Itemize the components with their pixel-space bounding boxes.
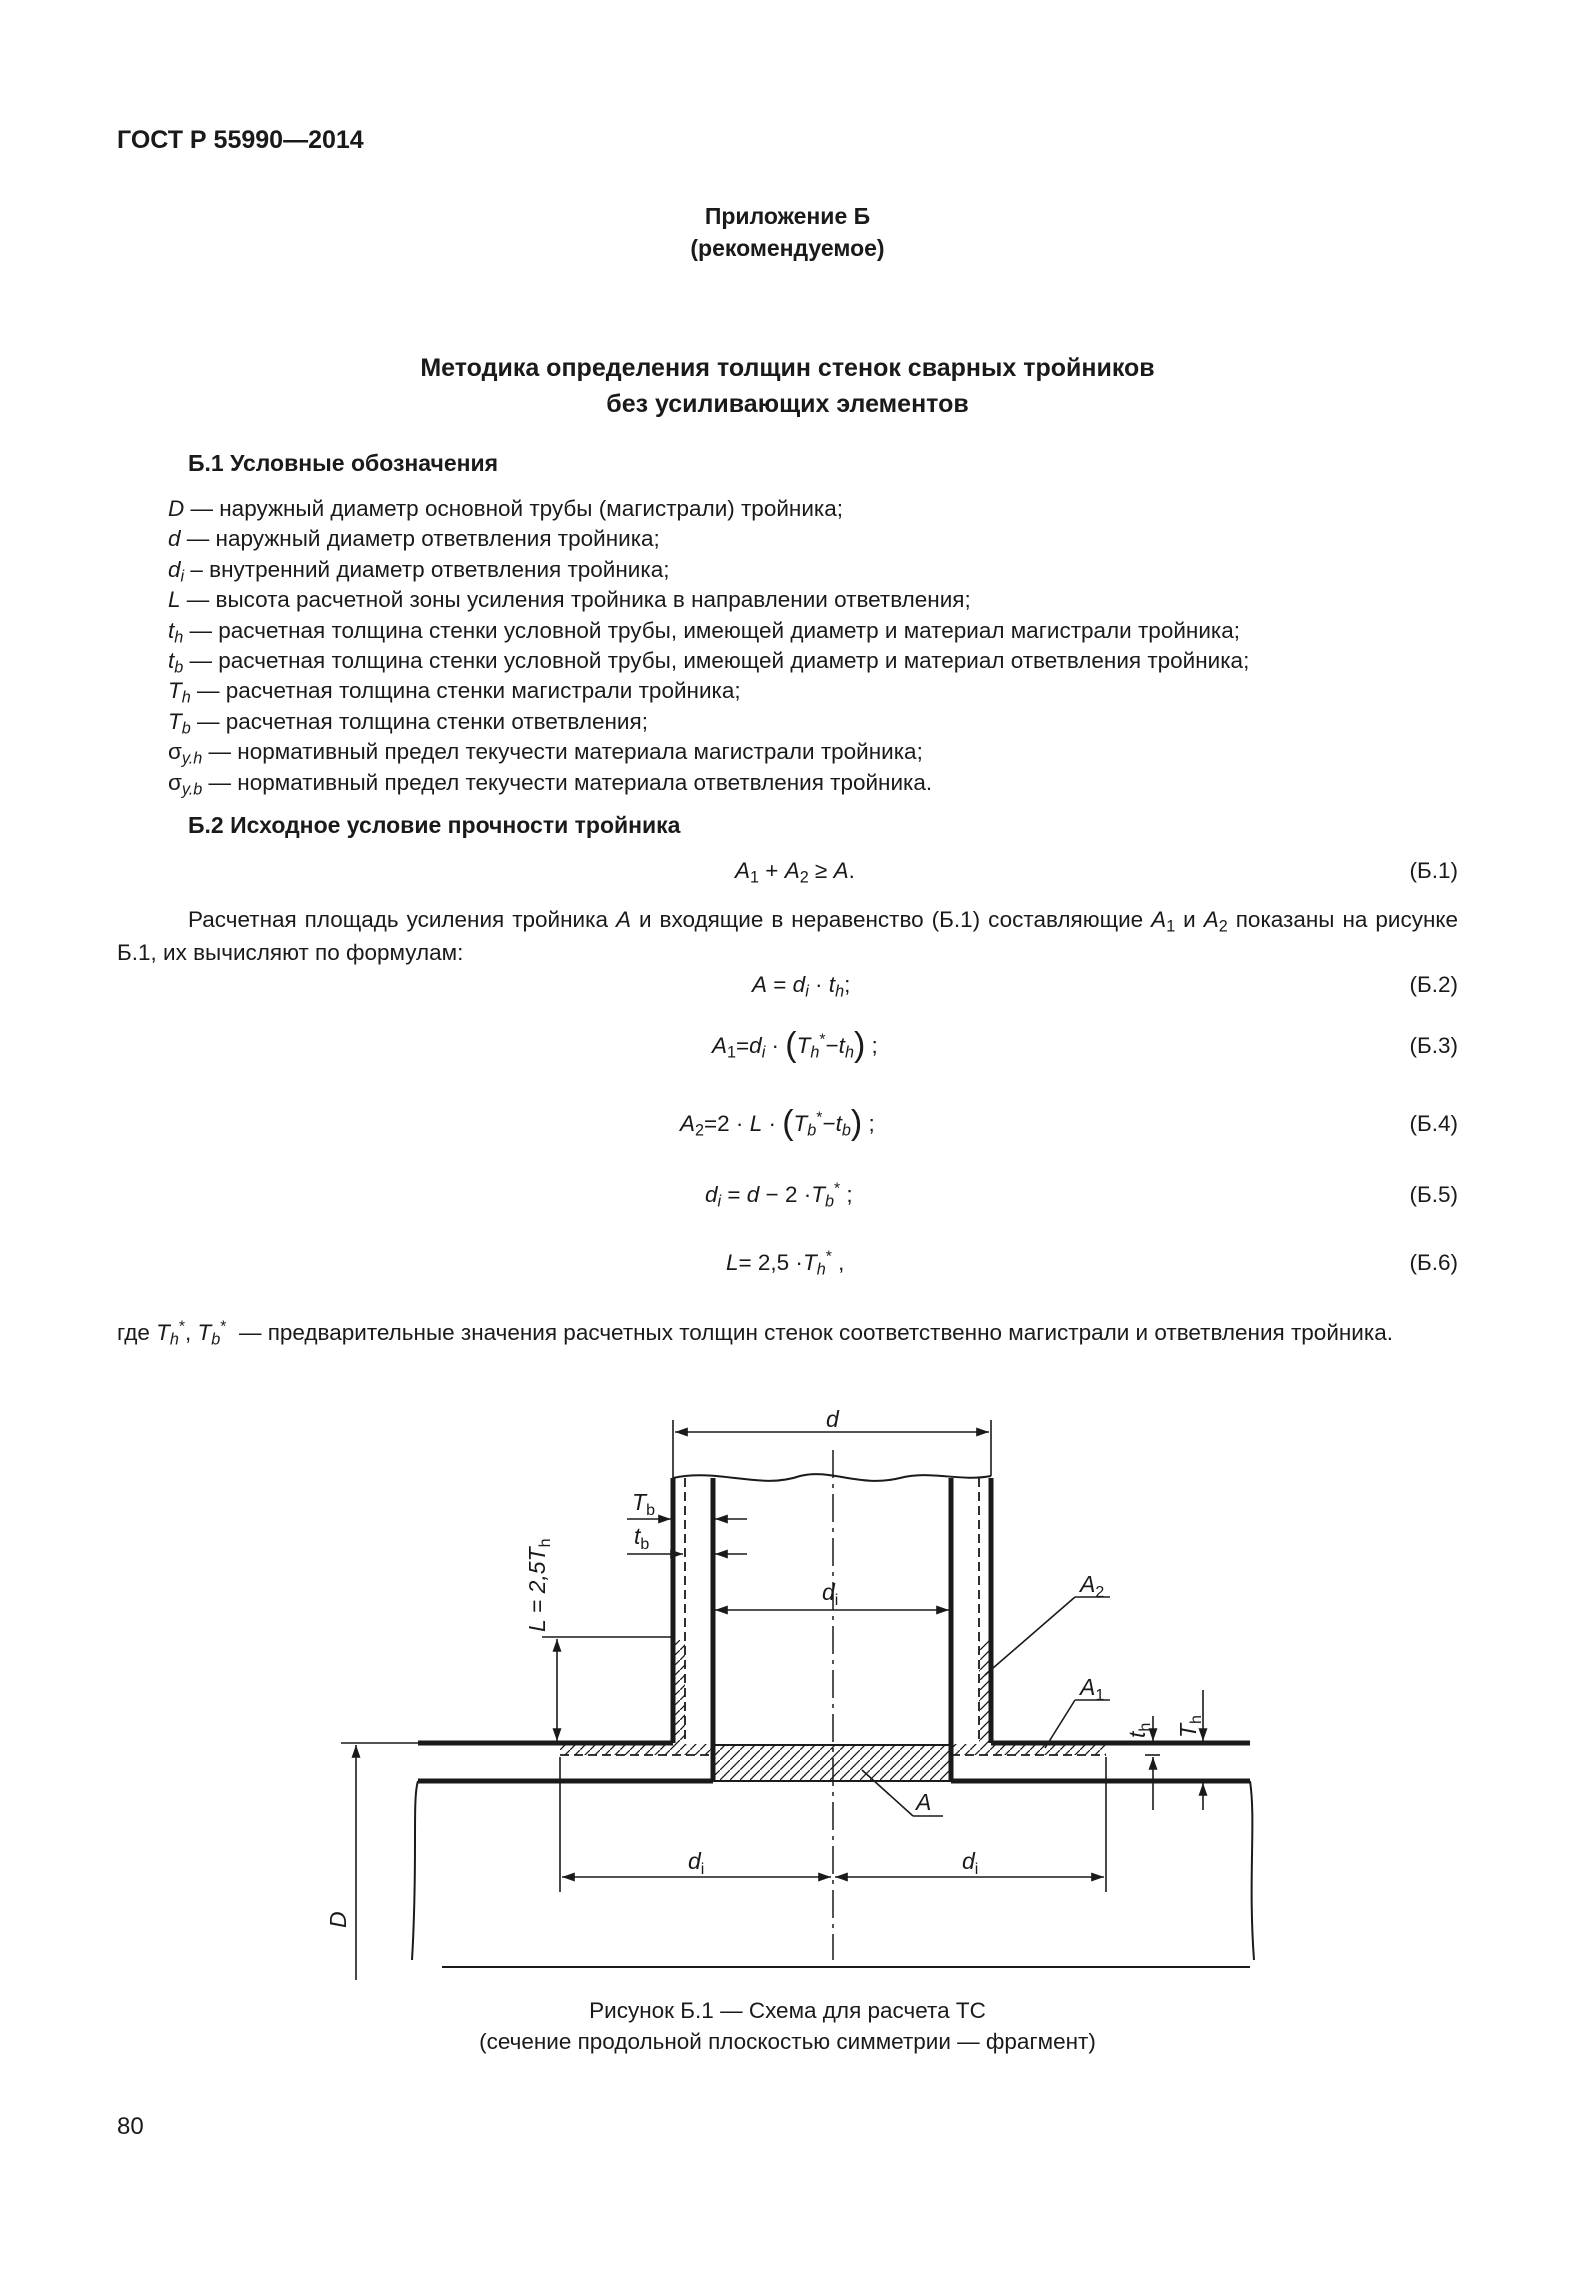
figure-caption-line1: Рисунок Б.1 — Схема для расчета ТС [589, 1998, 986, 2023]
label-A1: $A_1$ [1080, 1674, 1105, 1704]
label-A: A [916, 1789, 932, 1815]
equation-b2: $A = d_i \cdot t_h$; [752, 972, 851, 1001]
label-di-left: $d_i$ [688, 1848, 705, 1878]
label-Th: $T_h$ [1175, 1715, 1205, 1738]
equation-b5: $d_i = d - 2 \cdot T_b^*$ ; [705, 1180, 853, 1211]
figure-tee-scheme [0, 1380, 1575, 1990]
label-th: $t_h$ [1124, 1722, 1154, 1738]
standard-code: ГОСТ Р 55990—2014 [117, 126, 364, 154]
figure-caption-line2: (сечение продольной плоскостью симметрии — фрагмент) [479, 2029, 1096, 2054]
equation-number: (Б.6) [1409, 1250, 1458, 1275]
label-Tb: $T_b$ [632, 1489, 655, 1519]
paragraph-where: где $T_h^*$, $T_b^*$ — предварительные значения расчетных толщин стенок соответственно магистрали и ответвления тройника. [117, 1318, 1393, 1349]
label-L: $L = 2,5T_h$ [524, 1538, 554, 1632]
method-title [0, 350, 1575, 422]
definition-item: $d_i$ – внутренний диаметр ответвления тройника; [168, 556, 670, 586]
area-A1-right [951, 1744, 1106, 1755]
label-A2: $A_2$ [1080, 1571, 1105, 1601]
equation-b6: $L= 2,5 \cdot T_h^*$ , [726, 1248, 845, 1279]
area-A [713, 1745, 951, 1781]
label-di-top: $d_i$ [822, 1579, 839, 1609]
label-di-right: $d_i$ [962, 1848, 979, 1878]
annex-title: Приложение Б [704, 203, 871, 229]
definition-item: $\sigma_{y.h}$ — нормативный предел текучести материала магистрали тройника; [168, 739, 923, 768]
figure-caption [0, 1995, 1575, 2057]
label-tb: $t_b$ [634, 1523, 650, 1553]
equation-number: (Б.2) [1409, 972, 1458, 997]
definition-item: d — наружный диаметр ответвления тройника; [168, 526, 660, 552]
section2-heading: Б.2 Исходное условие прочности тройника [188, 812, 681, 838]
method-title-line1: Методика определения толщин стенок сварных тройников [420, 354, 1155, 382]
equation-number: (Б.4) [1409, 1111, 1458, 1136]
equation-b3: $A_1=d_i \cdot (T_h^*-t_h)$ ; [712, 1026, 878, 1064]
method-title-line2: без усиливающих элементов [606, 390, 969, 418]
paragraph-formulas-intro: Расчетная площадь усиления тройника A и входящие в неравенство (Б.1) составляющие $A_1$ и $A_2$ показаны на рисунке Б.1, их вычисляют по формулам: [117, 907, 1458, 965]
equation-number: (Б.3) [1409, 1033, 1458, 1058]
definition-item: $T_h$ — расчетная толщина стенки магистрали тройника; [168, 678, 741, 707]
equation-number: (Б.5) [1409, 1182, 1458, 1207]
label-D: D [325, 1911, 351, 1928]
annex-heading [0, 200, 1575, 264]
area-A1-left [560, 1744, 713, 1755]
section1-heading: Б.1 Условные обозначения [188, 450, 499, 476]
figure-labels [325, 1406, 1205, 1928]
definition-item: $T_b$ — расчетная толщина стенки ответвления; [168, 708, 648, 738]
branch-pipe [673, 1450, 991, 1960]
dimension-lines [341, 1420, 1210, 1980]
page-number: 80 [117, 2113, 144, 2140]
definitions-list [168, 494, 1249, 798]
definition-item: D — наружный диаметр основной трубы (магистрали) тройника; [168, 496, 844, 521]
definition-item: L — высота расчетной зоны усиления тройника в направлении ответвления; [168, 587, 971, 613]
equation-b1: $A_1 + A_2 \ge A$. [735, 858, 855, 887]
equation-b4: $A_2=2 \cdot L \cdot (T_b^*-t_b)$ ; [680, 1104, 875, 1142]
definition-item: $\sigma_{y.b}$ — нормативный предел текучести материала ответвления тройника. [168, 769, 933, 799]
definition-item: $t_b$ — расчетная толщина стенки условной трубы, имеющей диаметр и материал ответвления тройника; [168, 648, 1250, 677]
annex-subtitle: (рекомендуемое) [690, 235, 885, 261]
label-d: d [826, 1406, 839, 1432]
equation-number: (Б.1) [1409, 858, 1458, 883]
definition-item: $t_h$ — расчетная толщина стенки условной трубы, имеющей диаметр и материал магистрали тройника; [168, 617, 1241, 647]
